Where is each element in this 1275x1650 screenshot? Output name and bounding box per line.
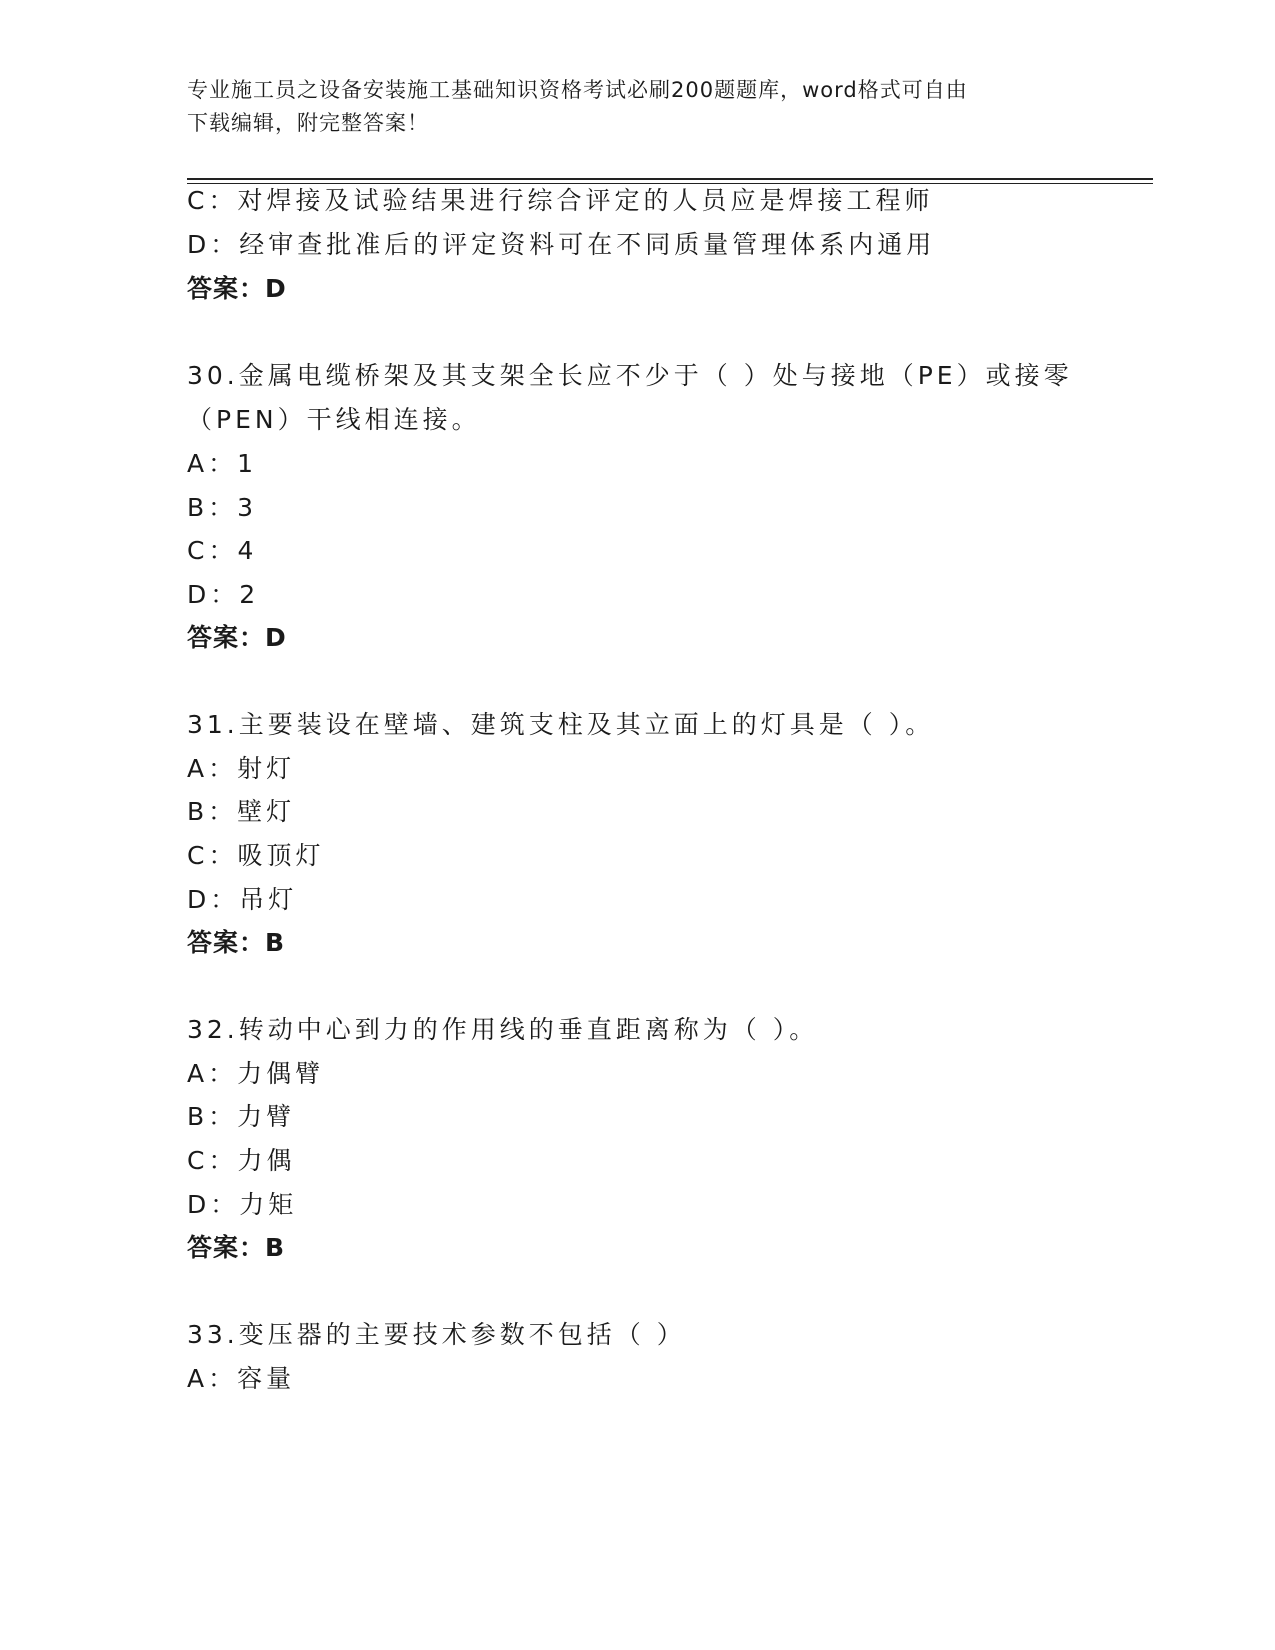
- header-line-1: 专业施工员之设备安装施工基础知识资格考试必刷200题题库，word格式可自由: [187, 78, 968, 102]
- document-header: [187, 74, 1087, 140]
- answer-text: 答案：D: [187, 274, 287, 303]
- option-c: C：4: [187, 536, 258, 565]
- option-a: A：射灯: [187, 754, 296, 783]
- question-32-stem: 32.转动中心到力的作用线的垂直距离称为（ ）。: [187, 1015, 819, 1044]
- option-d: D：经审查批准后的评定资料可在不同质量管理体系内通用: [187, 230, 936, 259]
- answer-text: 答案：B: [187, 1233, 286, 1262]
- answer-text: 答案：B: [187, 928, 286, 957]
- question-31-stem: 31.主要装设在壁墙、建筑支柱及其立面上的灯具是（ ）。: [187, 710, 935, 739]
- question-33-stem: 33.变压器的主要技术参数不包括（ ）: [187, 1320, 686, 1349]
- option-b: B：3: [187, 493, 258, 522]
- question-30-stem: 30.金属电缆桥架及其支架全长应不少于（ ）处与接地（PE）或接零: [187, 361, 1073, 390]
- option-a: A：1: [187, 449, 258, 478]
- header-rule-thick: [187, 178, 1153, 180]
- option-a: A：容量: [187, 1364, 296, 1393]
- question-30-stem-cont: （PEN）干线相连接。: [187, 405, 481, 434]
- header-rule-thin: [187, 183, 1153, 184]
- option-d: D：2: [187, 580, 260, 609]
- option-c: C：力偶: [187, 1146, 296, 1175]
- option-a: A：力偶臂: [187, 1059, 325, 1088]
- option-c: C：对焊接及试验结果进行综合评定的人员应是焊接工程师: [187, 186, 934, 215]
- header-line-2: 下载编辑，附完整答案！: [187, 111, 429, 135]
- option-b: B：力臂: [187, 1102, 296, 1131]
- option-d: D：吊灯: [187, 885, 298, 914]
- option-b: B：壁灯: [187, 797, 296, 826]
- answer-text: 答案：D: [187, 623, 287, 652]
- option-c: C：吸顶灯: [187, 841, 325, 870]
- option-d: D：力矩: [187, 1190, 298, 1219]
